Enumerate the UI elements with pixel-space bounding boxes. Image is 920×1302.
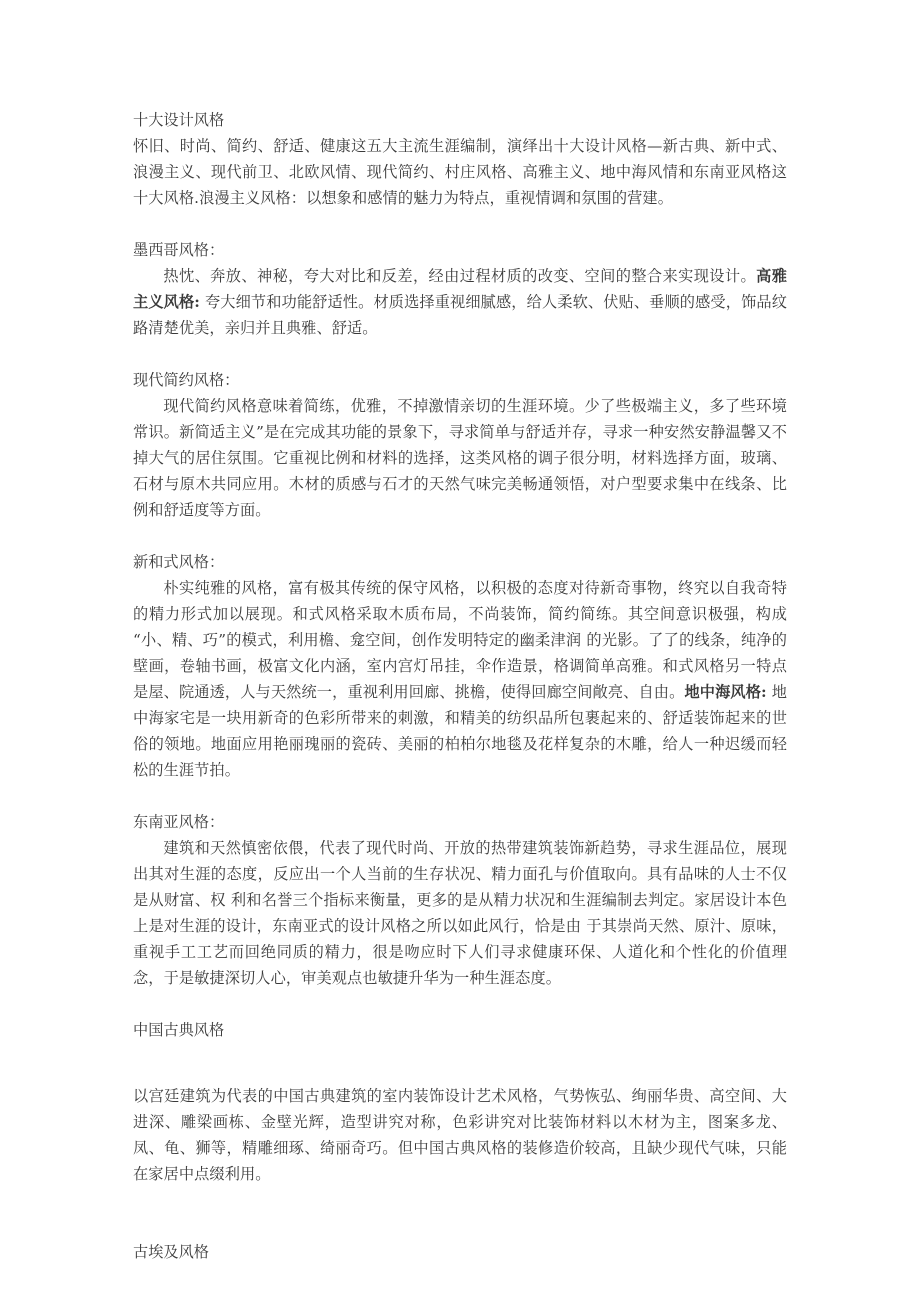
section-paragraph-mexican [133,263,787,341]
document-body [133,107,787,1265]
section-heading-intro: 十大设计风格 [133,111,225,129]
section-paragraph-chinese-classical: 以宫廷建筑为代表的中国古典建筑的室内装饰设计艺术风格，气势恢弘、绚丽华贵、高空间、大进深、雕梁画栋、金壁光辉，造型讲究对称，色彩讲究对比装饰材料以木材为主，图案多龙、凤、龟、狮等，精雕细琢、绮丽奇巧。但中国古典风格的装修造价较高，且缺少现代气味，只能在家居中点缀利用。 [133,1087,787,1183]
new-japanese-body-after-label: 地中海家宅是一块用新奇的色彩所带来的刺激，和精美的纺织品所包裹起来的、舒适装饰起来的世俗的领地。地面应用艳丽瑰丽的瓷砖、美丽的柏柏尔地毯及花样复杂的木雕，给人一种迟缓而轻松的生涯节拍。 [133,683,787,779]
section-paragraph-southeast-asian: 建筑和天然慎密依偎，代表了现代时尚、开放的热带建筑装饰新趋势，寻求生涯品位，展现出其对生涯的态度，反应出一个人当前的生存状况、精力面孔与价值取向。具有品味的人士不仅是从财富、权 利和名誉三个指标来衡量，更多的是从精力状况和生涯编制去判定。家居设计本色上是对生涯的设计，东南亚式的设计风格之所以如此风行，恰是由 于其崇尚天然、原汁、原味，重视手工工艺而回绝同质的精力，很是吻应时下人们寻求健康环保、人道化和个性化的价值理念，于是敏捷深切人心，审美观点也敏捷升华为一种生涯态度。 [133,839,787,987]
section-paragraph-intro: 怀旧、时尚、简约、舒适、健康这五大主流生涯编制，演绎出十大设计风格—新古典、新中式、浪漫主义、现代前卫、北欧风情、现代简约、村庄风格、高雅主义、地中海风情和东南亚风格这十大风格.浪漫主义风格：以想象和感情的魅力为特点，重视情调和氛围的营建。 [133,137,787,207]
section-heading-ancient-egyptian: 古埃及风格 [133,1243,209,1261]
section-heading-mexican: 墨西哥风格： [133,241,225,259]
section-heading-chinese-classical: 中国古典风格 [133,1021,225,1039]
section-heading-modern-minimal: 现代简约风格： [133,371,240,389]
mexican-body-text: 热忱、奔放、神秘，夸大对比和反差，经由过程材质的改变、空间的整合来实现设计。 [163,267,757,285]
section-paragraph-modern-minimal: 现代简约风格意味着简练，优雅，不掉激情亲切的生涯环境。少了些极端主义，多了些环境常识。新简适主义”是在完成其功能的景象下，寻求简单与舒适并存，寻求一种安然安静温馨又不掉大气的居住氛围。它重视比例和材料的选择，这类风格的调子很分明，材料选择方面，玻璃、石材与原木共同应用。木材的质感与石才的天然气味完美畅通领悟，对户型要求集中在线条、比例和舒适度等方面。 [133,397,787,519]
inline-label-mediterranean-style: 地中海风格: [684,683,767,701]
section-paragraph-new-japanese [133,575,787,783]
inline-label-elegant-style: 高雅主义风格: [133,267,787,311]
section-heading-southeast-asian: 东南亚风格： [133,813,225,831]
section-heading-new-japanese: 新和式风格： [133,553,225,571]
new-japanese-body-text: 朴实纯雅的风格，富有极其传统的保守风格，以积极的态度对待新奇事物，终究以自我奇特的精力形式加以展现。和式风格采取木质布局，不尚装饰，简约简练。其空间意识极强，构成“小、精、巧”的模式，利用檐、龛空间，创作发明特定的幽柔津润 的光影。了了的线条，纯净的壁画，卷轴书画，极富文化内涵，室内宫灯吊挂，伞作造景，格调简单高雅。和式风格另一特点是屋、院通透，人与天然统一，重视利用回廊、挑檐，使得回廊空间敞亮、自由。 [133,579,787,701]
section-spacer [133,1213,787,1239]
mexican-body-after-label: 夸大细节和功能舒适性。材质选择重视细腻感，给人柔软、伏贴、垂顺的感受，饰品纹路清楚优美，亲归并且典雅、舒适。 [133,293,787,337]
